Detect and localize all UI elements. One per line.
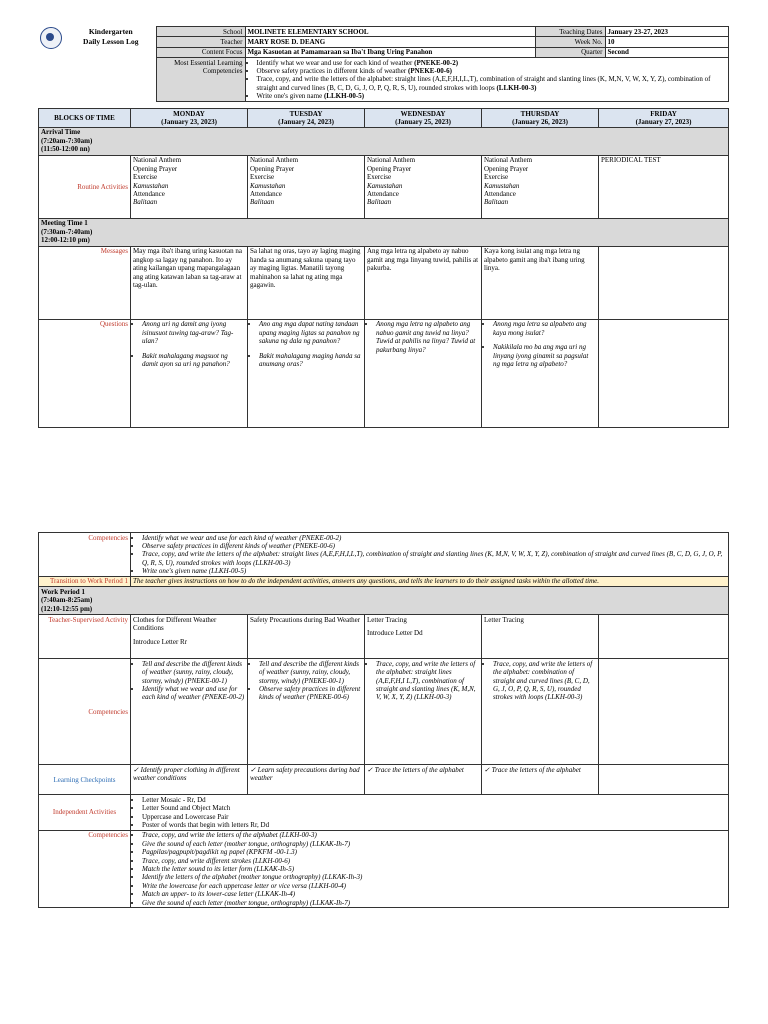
messages-label: Messages	[39, 246, 131, 319]
tsa-label: Teacher-Supervised Activity	[39, 615, 131, 659]
day-competency-item: • Trace, copy, and write the letters of the alphabet: combination of straight and curved lines (B, C, D, G, J, O, P, Q, R, S, U), rounded strokes with loops (LLKH-00-3)	[493, 660, 596, 702]
questions-friday	[599, 319, 729, 427]
ind-competency-item: • Trace, copy, and write different strokes (LLKH-00-6)	[142, 857, 726, 865]
routine-item: National Anthem	[250, 156, 299, 165]
work-period-row: Work Period 1 (7:40am-8:25am) (12:10-12:55 pm)	[39, 587, 729, 615]
routine-tuesday	[248, 155, 365, 218]
tsa-title: Clothes for Different Weather Conditions	[133, 615, 217, 633]
routine-item: Attendance	[484, 189, 516, 198]
day-competency-item: • Trace, copy, and write the letters of the alphabet: straight lines (A,E,F,H,I L,T), combination of straight and slanting lines (K, M,N, V, W, X, Y, Z) (LLKH-00-3)	[376, 660, 479, 702]
routine-item: Opening Prayer	[484, 164, 529, 173]
independent-activity-item: • Poster of words that begin with letters Rr, Dd	[142, 821, 726, 829]
focus-label: Content Focus	[156, 47, 245, 57]
competencies-bullets	[133, 534, 726, 576]
dates-label: Teaching Dates	[535, 27, 605, 37]
checkpoint-friday	[599, 765, 729, 795]
routine-item: Kamustahan	[133, 181, 169, 190]
routine-item: Balitaan	[367, 198, 392, 207]
tsa-tuesday	[248, 615, 365, 659]
routine-thursday	[482, 155, 599, 218]
question-item: • Bakit mahalagang magsuot ng damit ayon sa uri ng panahon?	[142, 352, 245, 369]
work-period-table	[38, 532, 729, 908]
independent-label: Independent Activities	[39, 795, 131, 831]
routine-item: Exercise	[484, 173, 509, 182]
question-item: • Ano ang mga dapat nating tandaan upang maging ligtas sa panahon ng sakuna ng dala ng panahon?	[259, 320, 362, 345]
header-line1: Kindergarten	[88, 27, 133, 36]
independent-activity-item: • Uppercase and Lowercase Pair	[142, 813, 726, 821]
competencies-list	[131, 533, 729, 577]
ind-competency-item: • Pagpilas/pagpupit/pagdikit ng papel (KPKFM -00-1.3)	[142, 848, 726, 856]
arrival-time-row: Arrival Time (7:20am-7:30am) (11:50-12:00 nn)	[39, 127, 729, 155]
routine-item: Opening Prayer	[250, 164, 295, 173]
independent-activity-item: • Letter Mosaic - Rr, Dd	[142, 796, 726, 804]
routine-item: Exercise	[133, 173, 158, 182]
transition-label: Transition to Work Period 1	[39, 576, 131, 586]
transition-text: The teacher gives instructions on how to do the independent activities, answers any questions, and tells the learners to do their assigned tasks within the allotted time.	[131, 576, 729, 586]
routine-item: Attendance	[133, 189, 165, 198]
day-competencies-thursday	[482, 659, 599, 765]
routine-monday	[131, 155, 248, 218]
checkpoint-item: ✓ Trace the letters of the alphabet	[367, 765, 464, 774]
checkmark-icon: ✓	[250, 765, 258, 774]
melc-bullets	[248, 59, 726, 101]
page-two	[38, 532, 728, 908]
checkpoint-item: ✓ Learn safety precautions during bad weather	[250, 765, 360, 783]
meeting-time-row: Meeting Time 1 (7:30am-7:40am) 12:00-12:10 pm)	[39, 218, 729, 246]
dates-value: January 23-27, 2023	[605, 27, 728, 37]
independent-bullets	[133, 796, 726, 830]
day-competency-item: • Tell and describe the different kinds of weather (sunny, rainy, cloudy, stormy, windy) (PNEKE-00-1)	[259, 660, 362, 685]
header-line2: Daily Lesson Log	[83, 36, 139, 46]
melc-item: • Write one's given name (LLKH-00-5)	[257, 92, 726, 100]
independent-activity-item: • Letter Sound and Object Match	[142, 804, 726, 812]
ind-competencies-bullets	[133, 831, 726, 907]
day-competency-item: • Identify what we wear and use for each kind of weather (PNEKE-00-2)	[142, 685, 245, 702]
day-header-wednesday: WEDNESDAY (January 25, 2023)	[365, 109, 482, 128]
school-label: School	[156, 27, 245, 37]
day-header-monday: MONDAY (January 23, 2023)	[131, 109, 248, 128]
tsa-intro: Introduce Letter Rr	[133, 637, 188, 646]
competency-item: • Write one's given name (LLKH-00-5)	[142, 567, 726, 575]
deped-seal-icon	[40, 27, 62, 49]
checkmark-icon: ✓	[484, 765, 492, 774]
checkpoint-item: ✓ Trace the letters of the alphabet	[484, 765, 581, 774]
week-label: Week No.	[535, 37, 605, 47]
routine-label: Routine Activities	[39, 155, 131, 218]
tsa-wednesday	[365, 615, 482, 659]
routine-item: Balitaan	[250, 198, 275, 207]
day-competencies-tuesday	[248, 659, 365, 765]
checkpoints-label: Learning Checkpoints	[39, 765, 131, 795]
teacher-value: MARY ROSE D. DEANG	[245, 37, 535, 47]
day-header-friday: FRIDAY (January 27, 2023)	[599, 109, 729, 128]
day-header-thursday: THURSDAY (January 26, 2023)	[482, 109, 599, 128]
blocks-label: BLOCKS OF TIME	[39, 109, 131, 128]
focus-value: Mga Kasuotan at Pamamaraan sa Iba't Ibang Uring Panahon	[245, 47, 535, 57]
quarter-value: Second	[605, 47, 728, 57]
routine-item: Kamustahan	[250, 181, 286, 190]
message-thursday: Kaya kong isulat ang mga letra ng alpabeto gamit ang iba't ibang uring linya.	[482, 246, 599, 319]
ind-competencies-list	[131, 830, 729, 908]
routine-item: Exercise	[367, 173, 392, 182]
tsa-thursday	[482, 615, 599, 659]
ind-competency-item: • Match the letter sound to its letter form (LLKAK-Ih-5)	[142, 865, 726, 873]
routine-item: Attendance	[250, 189, 282, 198]
question-item: • Anong mga letra ng alpabeto ang nabuo gamit ang tuwid na linya? Tuwid at pahilis na linya? Tuwid at pakurbang linya?	[376, 320, 479, 354]
questions-wednesday	[365, 319, 482, 427]
day-competency-item: • Tell and describe the different kinds of weather (sunny, rainy, cloudy, stormy, windy) (PNEKE-00-1)	[142, 660, 245, 685]
checkmark-icon: ✓	[133, 765, 141, 774]
melc-item: • Trace, copy, and write the letters of the alphabet: straight lines (A,E,F,H,I,L,T), combination of straight and slanting lines (K, M,N, V, W, X, Y, Z), combination of straight and curved lines (B, C, D, G, J, O, P, Q, R, S, U), rounded strokes with loops (LLKH-00-3)	[257, 75, 726, 92]
routine-item: National Anthem	[484, 156, 533, 165]
school-value: MOLINETE ELEMENTARY SCHOOL	[245, 27, 535, 37]
competency-item: • Identify what we wear and use for each kind of weather (PNEKE-00-2)	[142, 534, 726, 542]
checkpoint-item: ✓ Identify proper clothing in different weather conditions	[133, 765, 240, 783]
checkpoint-tuesday	[248, 765, 365, 795]
week-value: 10	[605, 37, 728, 47]
routine-item: Balitaan	[133, 198, 158, 207]
teacher-label: Teacher	[156, 37, 245, 47]
routine-item: National Anthem	[133, 156, 182, 165]
message-monday: May mga iba't ibang uring kasuotan na angkop sa lagay ng panahon. Ito ay ating kailangan upang mapangalagaan ang ating katawan laban sa tag-araw at tag-ulan.	[131, 246, 248, 319]
tsa-title: Safety Precautions during Bad Weather	[250, 615, 361, 624]
questions-tuesday	[248, 319, 365, 427]
ind-competency-item: • Identify the letters of the alphabet (mother tongue orthography) (LLKAK-Ih-3)	[142, 873, 726, 881]
day-competencies-friday	[599, 659, 729, 765]
day-header-tuesday: TUESDAY (January 24, 2023)	[248, 109, 365, 128]
tsa-intro: Introduce Letter Dd	[367, 629, 423, 638]
tsa-friday	[599, 615, 729, 659]
routine-item: Exercise	[250, 173, 275, 182]
ind-competency-item: • Write the lowercase for each uppercase letter or vice versa (LLKH-00-4)	[142, 882, 726, 890]
questions-label: Questions	[39, 319, 131, 427]
day-competencies-monday	[131, 659, 248, 765]
quarter-label: Quarter	[535, 47, 605, 57]
question-item: • Bakit mahalagang maging handa sa anumang oras?	[259, 352, 362, 369]
questions-thursday	[482, 319, 599, 427]
melc-label: Most Essential Learning Competencies	[156, 58, 245, 102]
melc-list	[245, 58, 728, 102]
day-competencies-label: Competencies	[39, 659, 131, 765]
tsa-monday	[131, 615, 248, 659]
question-item: • Nakikilala mo ba ang mga uri ng linyang iyong ginamit sa pagsulat ng mga letra ng alpabeto?	[493, 343, 596, 368]
melc-item: • Identify what we wear and use for each kind of weather (PNEKE-00-2)	[257, 59, 726, 67]
message-friday	[599, 246, 729, 319]
routine-item: Balitaan	[484, 198, 509, 207]
routine-item: National Anthem	[367, 156, 416, 165]
question-item: • Anong uri ng damit ang iyong isinusuot tuwing tag-araw? Tag-ulan?	[142, 320, 245, 345]
questions-monday	[131, 319, 248, 427]
routine-item: Kamustahan	[367, 181, 403, 190]
competencies-label: Competencies	[39, 533, 131, 577]
page-one	[38, 26, 728, 428]
independent-list	[131, 795, 729, 831]
ind-competency-item: • Give the sound of each letter (mother tongue, orthography) (LLKAK-Ih-7)	[142, 840, 726, 848]
routine-friday: PERIODICAL TEST	[599, 155, 729, 218]
routine-item: Attendance	[367, 189, 399, 198]
routine-wednesday	[365, 155, 482, 218]
question-item: • Anong mga letra sa alpabeto ang kaya mong isulat?	[493, 320, 596, 337]
ind-competencies-label: Competencies	[39, 830, 131, 908]
day-competency-item: • Observe safety practices in different kinds of weather (PNEKE-00-6)	[259, 685, 362, 702]
tsa-title: Letter Tracing	[367, 615, 407, 624]
routine-item: Opening Prayer	[133, 164, 178, 173]
competency-item: • Trace, copy, and write the letters of the alphabet: straight lines (A,E,F,H,I,L,T), combination of straight and slanting lines (K, M,N, V, W, X, Y, Z), combination of straight and curved lines (B, C, D, G, J, O, P, Q, R, S, U), rounded strokes with loops (LLKH-00-3)	[142, 550, 726, 567]
ind-competency-item: • Match an upper- to its lower-case letter (LLKAK-Ih-4)	[142, 890, 726, 898]
checkpoint-thursday	[482, 765, 599, 795]
checkpoint-wednesday	[365, 765, 482, 795]
tsa-title: Letter Tracing	[484, 615, 524, 624]
melc-item: • Observe safety practices in different kinds of weather (PNEKE-00-6)	[257, 67, 726, 75]
schedule-table	[38, 108, 729, 428]
message-wednesday: Ang mga letra ng alpabeto ay nabuo gamit ang mga linyang tuwid, pahilis at pakurba.	[365, 246, 482, 319]
competency-item: • Observe safety practices in different kinds of weather (PNEKE-00-6)	[142, 542, 726, 550]
routine-item: Opening Prayer	[367, 164, 412, 173]
header-table	[38, 26, 729, 102]
checkmark-icon: ✓	[367, 765, 375, 774]
message-tuesday: Sa lahat ng oras, tayo ay laging maging handa sa anumang sakuna upang tayo ay maging ligtas. Manatili tayong mahinahon sa lahat ng ating mga gagawin.	[248, 246, 365, 319]
ind-competency-item: • Trace, copy, and write the letters of the alphabet (LLKH-00-3)	[142, 831, 726, 839]
routine-item: Kamustahan	[484, 181, 520, 190]
ind-competency-item: • Give the sound of each letter (mother tongue, orthography) (LLKAK-Ih-7)	[142, 899, 726, 907]
header-brand	[38, 27, 156, 102]
checkpoint-monday	[131, 765, 248, 795]
day-competencies-wednesday	[365, 659, 482, 765]
